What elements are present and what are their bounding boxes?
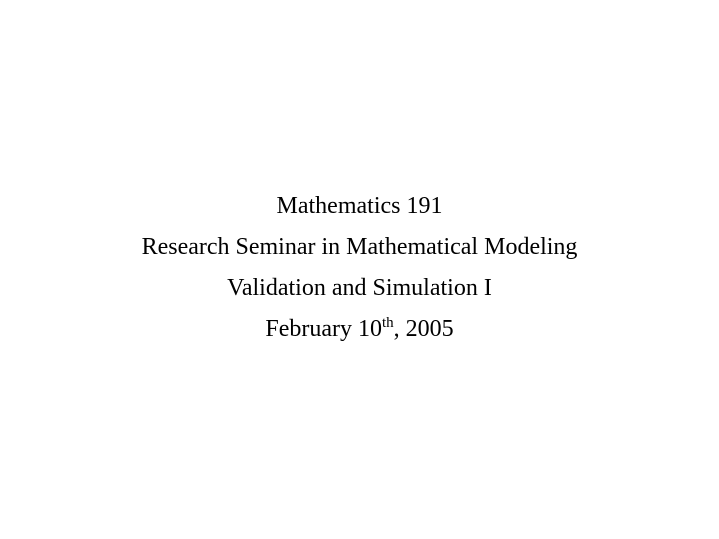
date-prefix: February 10: [265, 316, 382, 342]
title-line-course: Mathematics 191: [276, 193, 443, 219]
title-line-seminar: Research Seminar in Mathematical Modeling: [141, 234, 578, 260]
date-suffix: , 2005: [393, 316, 454, 342]
title-line-date: [0, 309, 719, 350]
date-ordinal-suffix: th: [381, 315, 394, 331]
title-block: [0, 186, 719, 350]
title-line-topic: Validation and Simulation I: [227, 275, 492, 301]
